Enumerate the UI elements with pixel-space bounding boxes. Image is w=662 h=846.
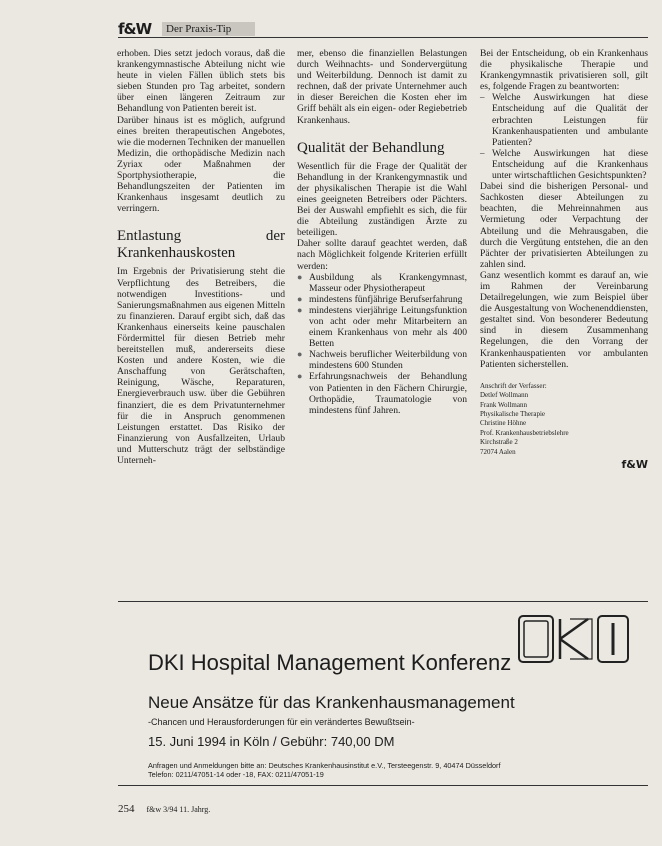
section-heading: Qualität der Behandlung: [297, 139, 445, 156]
ad-contact-line: Telefon: 0211/47051-14 oder -18, FAX: 0211/47051-19: [148, 770, 324, 779]
paragraph: erhoben. Dies setzt jedoch voraus, daß die krankengymnastische Abteilung nicht wie heute in vielen Fällen üblich stets bis sieben Stunden pro Tag arbeitet, sondern über einen längeren Zeitraum zur Behandlung von Patienten bereit ist.: [117, 48, 285, 115]
question-list: [480, 92, 648, 181]
paragraph: Wesentlich für die Frage der Qualität der Behandlung in der Krankengymnastik und der physikalischen Therapie ist die Wahl eines geeigneten Betreibers oder Pächters. Bei der Auswahl empfiehlt es sich, die für die Abteilung zuständigen Ärzte zu beteiligen.: [297, 160, 467, 239]
paragraph: Darüber hinaus ist es möglich, aufgrund eines breiten therapeutischen Angebotes, wie die modernen Techniken der manuellen Medizin, die orthopädische Medizin nach Zyriax oder Maßnahmen der Sportphysiotherapie, die Behandlungszeiten der Patienten im Krankenhaus insgesamt deutlich zu verringern.: [117, 114, 285, 215]
ad-title: DKI Hospital Management Konferenz: [148, 650, 512, 675]
author-line: Prof. Krankenhausbetriebslehre: [480, 428, 569, 437]
journal-reference: f&w 3/94 11. Jahrg.: [146, 805, 211, 814]
ad-subtitle: Neue Ansätze für das Krankenhausmanagement: [148, 693, 515, 712]
end-mark-logo: f&W: [621, 457, 648, 471]
paragraph: Daher sollte darauf geachtet werden, daß nach Möglichkeit folgende Kriterien erfüllt werden:: [297, 238, 467, 272]
page-header: [118, 20, 648, 38]
author-label: Anschrift der Verfasser:: [480, 381, 547, 390]
list-item: ● mindestens fünfjährige Berufserfahrung: [297, 294, 467, 305]
dki-logo-icon: [518, 615, 630, 663]
section-heading: Entlastung der Krankenhauskosten: [117, 228, 285, 262]
author-line: Frank Wollmann: [480, 400, 527, 409]
text-column-1: [117, 48, 285, 466]
criteria-list: [297, 272, 467, 416]
list-item: ● Erfahrungsnachweis der Behandlung von Patienten in den Fächern Chirurgie, Orthopädie, Traumatologie von mindestens fünf Jahren.: [297, 371, 467, 415]
list-item: ● mindestens vierjährige Leitungsfunktion von acht oder mehr Mitarbeitern an einem Krankenhaus von mehr als 400 Betten: [297, 305, 467, 349]
text-column-3: [480, 48, 648, 470]
page-number: 254: [118, 803, 135, 815]
ad-tagline: -Chancen und Herausforderungen für ein verändertes Bewußtsein-: [148, 717, 415, 727]
journal-logo: f&W: [118, 20, 152, 38]
text-column-2: [297, 48, 467, 416]
author-line: Detlef Wollmann: [480, 391, 529, 400]
paragraph: Im Ergebnis der Privatisierung steht die Verpflichtung des Betreibers, die notwendigen Investitions- und Sanierungsmaßnahmen aus eigenen Mitteln zu finanzieren. Darauf ergibt sich, daß das Krankenhaus einerseits keine pauschalen Fördermittel für diesen Betrieb mehr bereitstellen muß, andererseits diese Kosten und andere Kosten, wie die Anschaffung von Gerätschaften, Reinigung, Wäsche, Reparaturen, Energieverbrauch usw. über die Gebühren finanziert, die es dem Privatunternehmer für die in Anspruch genommenen Leistungen erstattet. Das Risiko der Finanzierung von Ausfallzeiten, Urlaub und Mutterschutz trägt der selbständige Unterneh-: [117, 266, 285, 466]
paragraph: Ganz wesentlich kommt es darauf an, wie im Rahmen der Vereinbarung Detailregelungen, wie zum Beispiel über die Ausgestaltung von Wochenenddiensten, gestaltet sind. Von besonderer Bedeutung sind in diesem Zusammenhang Regelungen, die den Vorrang der Krankenhauspatienten vor ambulanten Patienten sicherstellen.: [480, 269, 648, 370]
list-item: ● Nachweis beruflicher Weiterbildung von mindestens 600 Stunden: [297, 349, 467, 371]
section-label: Der Praxis-Tip: [162, 22, 255, 36]
author-line: Christine Höhne: [480, 419, 527, 428]
paragraph: Dabei sind die bisherigen Personal- und Sachkosten dieser Abteilungen zu beachten, die Mehreinnahmen aus Vermietung oder Verpachtung der Abteilung und die Mehrausgaben, die durch die Vergütung entstehen, die an den Pächter der privatisierten Abteilungen zu zahlen sind.: [480, 181, 648, 270]
page-footer: [118, 803, 210, 815]
ad-contact: [148, 761, 628, 779]
ad-date: 15. Juni 1994 in Köln / Gebühr: 740,00 DM: [148, 734, 395, 749]
list-item: ● Ausbildung als Krankengymnast, Masseur oder Physiotherapeut: [297, 272, 467, 294]
author-address: [480, 382, 648, 457]
author-line: Kirchstraße 2: [480, 438, 518, 447]
ad-contact-line: Anfragen und Anmeldungen bitte an: Deutsches Krankenhausinstitut e.V., Tersteegenstr. 9, 40474 Düsseldorf: [148, 761, 501, 770]
conference-advertisement: [118, 601, 648, 786]
author-line: 72074 Aalen: [480, 447, 516, 456]
list-item: – Welche Auswirkungen hat diese Entscheidung auf die Krankenhaus unter wirtschaftlichen Gesichtspunkten?: [480, 148, 648, 181]
author-line: Physikalische Therapie: [480, 409, 545, 418]
paragraph: Bei der Entscheidung, ob ein Krankenhaus die physikalische Therapie und Krankengymnastik privatisieren soll, gilt es, folgende Fragen zu beantworten:: [480, 48, 648, 93]
paragraph: mer, ebenso die finanziellen Belastungen durch Weihnachts- und Sondervergütung und Weiterbildung. Dennoch ist damit zu rechnen, daß der private Unternehmer auch in dieser Bereichen die Kosten eher im Griff behält als ein eigen- oder Regiebetrieb Krankenhaus.: [297, 48, 467, 126]
list-item: – Welche Auswirkungen hat diese Entscheidung auf die Qualität der erbrachten Leistungen für Krankenhauspatienten und ambulante Patienten?: [480, 92, 648, 147]
